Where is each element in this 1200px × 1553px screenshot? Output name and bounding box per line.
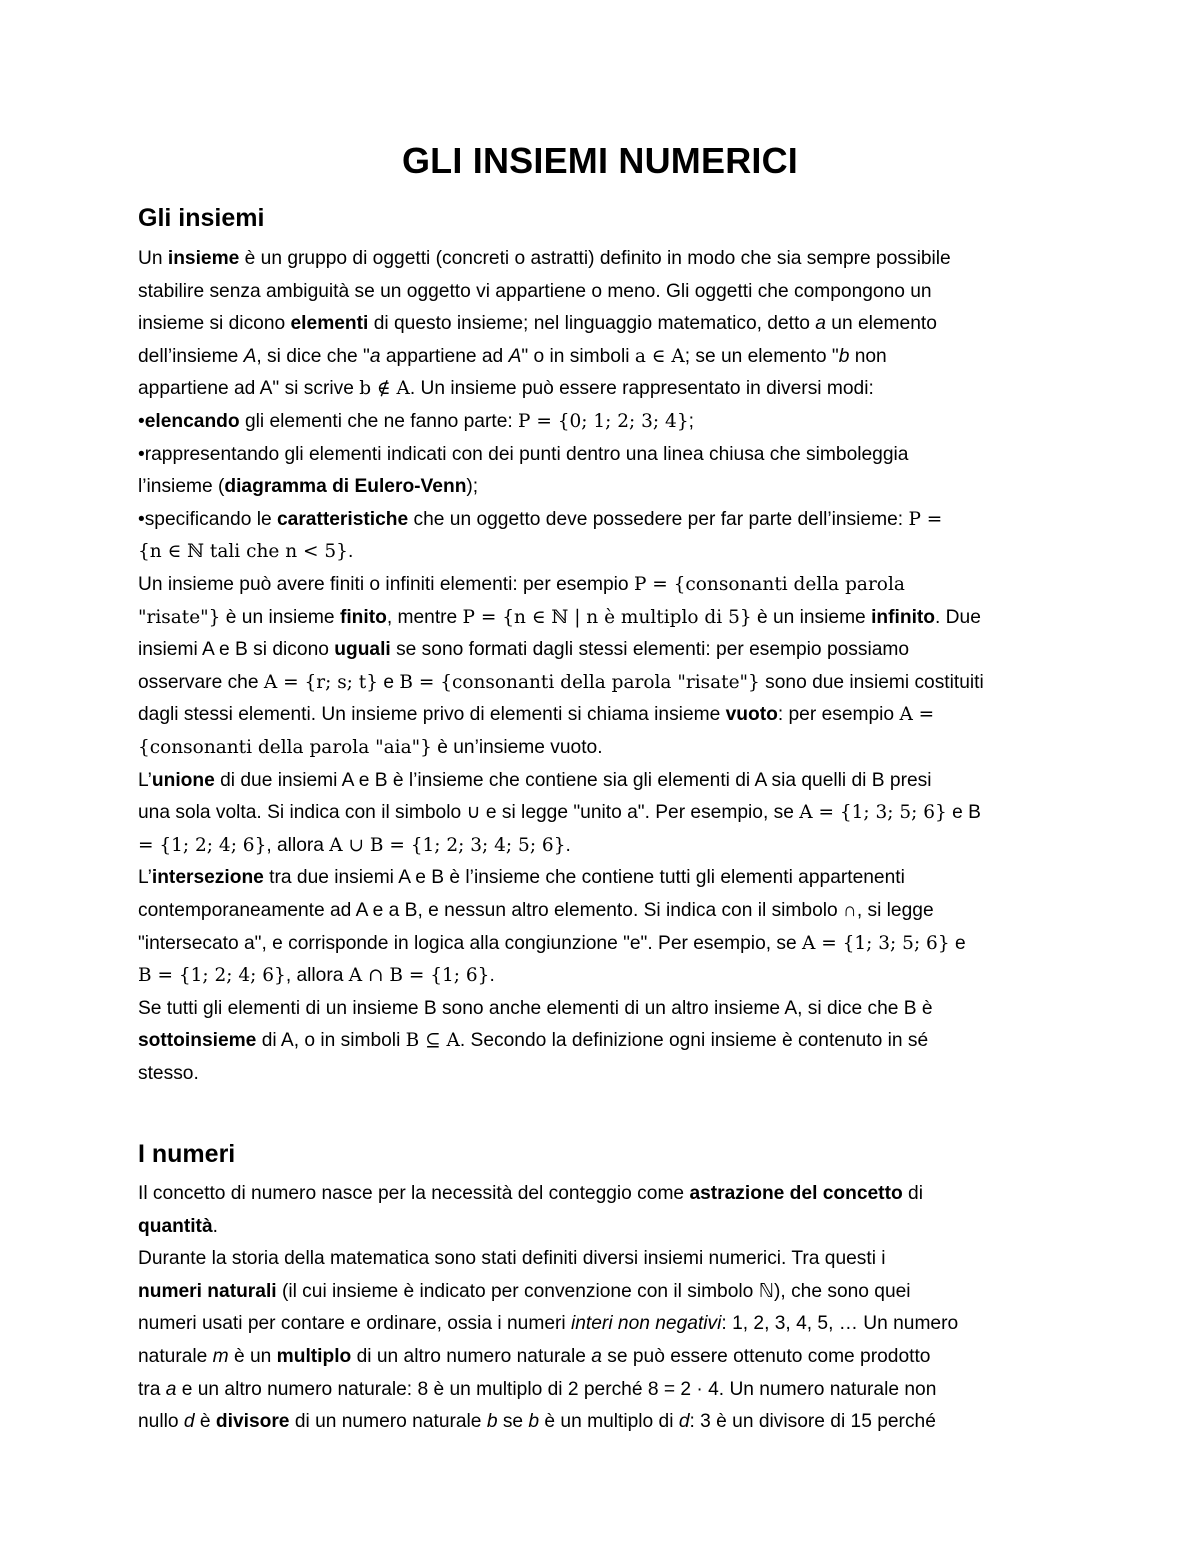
bold-term: uguali (334, 639, 391, 661)
text-segment: osservare che (138, 671, 264, 693)
text-segment: se (497, 1411, 529, 1433)
text-segment: è un multiplo di (539, 1411, 679, 1433)
text-line (138, 372, 1068, 405)
text-line (138, 535, 1068, 568)
text-segment: naturale (138, 1346, 213, 1367)
text-line (138, 1405, 1068, 1438)
math-expression: b ∉ A (359, 378, 410, 400)
bold-term: intersezione (151, 867, 264, 889)
text-segment: è (194, 1411, 216, 1433)
italic-term: d (678, 1411, 690, 1433)
italic-term: A (508, 345, 522, 367)
text-segment: insiemi A e B si dicono (138, 639, 335, 661)
text-line (138, 1057, 1068, 1090)
text-line (138, 698, 1068, 731)
text-line (138, 1373, 1068, 1406)
bold-term: multiplo (276, 1346, 352, 1367)
text-line (138, 666, 1068, 699)
text-segment: di un numero naturale (289, 1411, 487, 1433)
text-segment: • (138, 411, 145, 432)
text-segment: Un (138, 248, 168, 269)
section-heading-insiemi: Gli insiemi (138, 204, 265, 232)
text-segment: se sono formati dagli stessi elementi: per esempio possiamo (390, 639, 910, 661)
text-segment: di (902, 1183, 923, 1204)
math-expression: A = {1; 3; 5; 6} (802, 932, 950, 954)
text-segment: e un altro numero naturale: 8 è un multiplo di 2 perché 8 = 2 · 4. Un numero naturale non (176, 1378, 937, 1400)
text-line (138, 959, 1068, 992)
text-segment: Durante la storia della matematica sono stati definiti diversi insiemi numerici. Tra questi i (138, 1248, 886, 1270)
math-expression: A ∩ B = {1; 6} (348, 965, 490, 987)
text-line (138, 405, 1068, 438)
bold-term: divisore (215, 1411, 290, 1433)
text-segment: , allora (266, 834, 330, 856)
text-segment: che un oggetto deve possedere per far parte dell’insieme: (408, 508, 909, 530)
text-segment: . Un insieme può essere rappresentato in diversi modi: (409, 378, 874, 400)
text-segment: è un insieme (220, 606, 340, 628)
bold-term: quantità (138, 1215, 213, 1237)
text-segment: è un gruppo di oggetti (concreti o astratti) definito in modo che sia sempre possibile (239, 248, 951, 269)
italic-term: interi non negativi (571, 1313, 722, 1335)
italic-term: b (838, 345, 850, 367)
italic-term: a (369, 345, 381, 367)
math-expression: P = {consonanti della parola (633, 574, 905, 595)
math-expression: A = {r; s; t} (263, 671, 379, 693)
text-line (138, 633, 1068, 666)
text-segment: contemporaneamente ad A e a B, e nessun altro elemento. Si indica con il simbolo ∩, si legge (138, 900, 934, 921)
text-segment: . Secondo la definizione ogni insieme è contenuto in sé (459, 1030, 929, 1052)
bold-term: vuoto (725, 704, 778, 726)
math-expression: P = (908, 508, 943, 530)
bold-term: elencando (144, 411, 240, 432)
math-expression: a ∈ A (634, 345, 685, 367)
text-segment: : 3 è un divisore di 15 perché (689, 1411, 936, 1433)
text-segment: •rappresentando gli elementi indicati con dei punti dentro una linea chiusa che simboleggia (138, 443, 909, 465)
text-segment: e (949, 932, 966, 954)
math-expression: "risate"} (138, 606, 221, 628)
text-segment: , si dice che " (256, 345, 370, 367)
text-segment: . (489, 965, 495, 987)
text-segment: . (347, 541, 354, 563)
math-expression: {consonanti della parola "aia"} (138, 737, 432, 758)
text-segment: di un altro numero naturale (351, 1346, 592, 1367)
text-line (138, 764, 1068, 797)
text-line (138, 1177, 1068, 1210)
text-segment: dell’insieme (138, 345, 244, 367)
text-line (138, 503, 1068, 536)
text-line (138, 731, 1068, 764)
text-segment: numeri usati per contare e ordinare, ossia i numeri (138, 1313, 571, 1335)
bold-term: infinito (871, 606, 936, 628)
text-segment: gli elementi che ne fanno parte: (239, 411, 519, 432)
text-segment: non (849, 345, 887, 367)
text-segment: è un’insieme vuoto. (431, 737, 603, 758)
text-segment: . (212, 1215, 218, 1237)
text-line (138, 438, 1068, 471)
math-expression: A ∪ B = {1; 2; 3; 4; 5; 6} (329, 834, 566, 856)
text-segment: tra (138, 1378, 166, 1400)
text-segment: e B (946, 802, 981, 824)
text-segment: dagli stessi elementi. Un insieme privo di elementi si chiama insieme (138, 704, 726, 726)
italic-term: A (243, 345, 257, 367)
text-segment: nullo (138, 1411, 184, 1433)
bold-term: caratteristiche (276, 508, 409, 530)
page-title: GLI INSIEMI NUMERICI (401, 140, 798, 181)
text-segment: e (378, 671, 400, 693)
text-segment: "intersecato a", e corrisponde in logica alla congiunzione "e". Per esempio, se (138, 932, 803, 954)
text-segment: ); (466, 476, 479, 498)
math-expression: B = {consonanti della parola "risate"} (399, 671, 760, 693)
text-segment: . (565, 834, 571, 856)
text-segment: insieme si dicono (138, 313, 291, 335)
text-segment: Se tutti gli elementi di un insieme B sono anche elementi di un altro insieme A, si dice che B è (138, 997, 933, 1019)
text-line (138, 796, 1068, 829)
text-line (138, 992, 1068, 1025)
text-line (138, 1242, 1068, 1275)
text-segment: Il concetto di numero nasce per la necessità del conteggio come (138, 1183, 690, 1204)
text-segment: è un insieme (751, 606, 872, 628)
bold-term: finito (339, 606, 387, 628)
text-segment: . Due (935, 606, 981, 628)
math-expression: A = (899, 704, 935, 726)
text-line (138, 307, 1068, 340)
text-segment: ; se un elemento " (684, 345, 839, 367)
text-segment: L’ (138, 867, 152, 889)
text-line (138, 470, 1068, 503)
math-expression: {n ∈ ℕ tali che n < 5} (138, 541, 348, 563)
bold-term: astrazione del concetto (689, 1183, 903, 1204)
text-segment: " o in simboli (521, 345, 635, 367)
text-segment: tra due insiemi A e B è l’insieme che contiene tutti gli elementi appartenenti (263, 867, 905, 889)
text-line (138, 340, 1068, 373)
text-line (138, 1210, 1068, 1243)
text-segment: , mentre (386, 606, 463, 628)
text-segment: L’ (138, 769, 152, 791)
italic-term: m (212, 1346, 229, 1367)
section-heading-numeri: I numeri (138, 1140, 236, 1168)
bold-term: elementi (290, 313, 369, 335)
text-segment: •specificando le (138, 508, 277, 530)
text-segment: di A, o in simboli (256, 1030, 406, 1052)
italic-term: a (815, 313, 826, 335)
text-segment: , allora (285, 965, 349, 987)
bold-term: diagramma di Eulero-Venn (224, 476, 467, 498)
text-segment: di due insiemi A e B è l’insieme che contiene sia gli elementi di A sia quelli di B presi (214, 769, 932, 791)
text-segment: stesso. (138, 1063, 199, 1084)
text-line (138, 275, 1068, 308)
text-segment: appartiene ad (380, 345, 509, 367)
math-expression: A = {1; 3; 5; 6} (799, 802, 947, 824)
text-line (138, 1024, 1068, 1057)
math-expression: = {1; 2; 4; 6} (138, 834, 267, 856)
text-segment: (il cui insieme è indicato per convenzione con il simbolo ℕ), che sono quei (276, 1280, 911, 1302)
text-segment: è un (228, 1346, 277, 1367)
math-expression: B ⊆ A (405, 1030, 460, 1052)
text-line (138, 1307, 1068, 1340)
text-line (138, 1340, 1068, 1373)
bold-term: unione (151, 769, 215, 791)
text-line (138, 601, 1068, 634)
text-segment: Un insieme può avere finiti o infiniti elementi: per esempio (138, 574, 634, 595)
text-segment: stabilire senza ambiguità se un oggetto vi appartiene o meno. Gli oggetti che compongono un (138, 280, 932, 302)
italic-term: d (183, 1411, 195, 1433)
text-line (138, 927, 1068, 960)
bold-term: numeri naturali (138, 1280, 277, 1302)
text-segment: un elemento (825, 313, 937, 335)
text-line (138, 861, 1068, 894)
math-expression: P = {0; 1; 2; 3; 4} (518, 411, 689, 432)
text-line (138, 1275, 1068, 1308)
text-segment: appartiene ad A" si scrive (138, 378, 360, 400)
italic-term: a (165, 1378, 177, 1400)
math-expression: P = {n ∈ ℕ | n è multiplo di 5} (462, 606, 752, 628)
text-segment: ; (688, 411, 694, 432)
text-line (138, 568, 1068, 601)
text-segment: se può essere ottenuto come prodotto (601, 1346, 931, 1367)
text-line (138, 242, 1068, 275)
math-expression: B = {1; 2; 4; 6} (138, 965, 286, 987)
text-segment: : 1, 2, 3, 4, 5, … Un numero (721, 1313, 959, 1335)
text-segment: : per esempio (777, 704, 900, 726)
text-line (138, 829, 1068, 862)
italic-term: b (486, 1411, 498, 1433)
text-segment: l’insieme ( (138, 476, 225, 498)
text-line (138, 894, 1068, 927)
italic-term: a (591, 1346, 602, 1367)
text-segment: una sola volta. Si indica con il simbolo ∪ e si legge "unito a". Per esempio, se (138, 802, 800, 824)
text-segment: di questo insieme; nel linguaggio matematico, detto (368, 313, 816, 335)
text-segment: sono due insiemi costituiti (759, 671, 984, 693)
italic-term: b (528, 1411, 540, 1433)
bold-term: insieme (167, 248, 240, 269)
bold-term: sottoinsieme (138, 1030, 257, 1052)
